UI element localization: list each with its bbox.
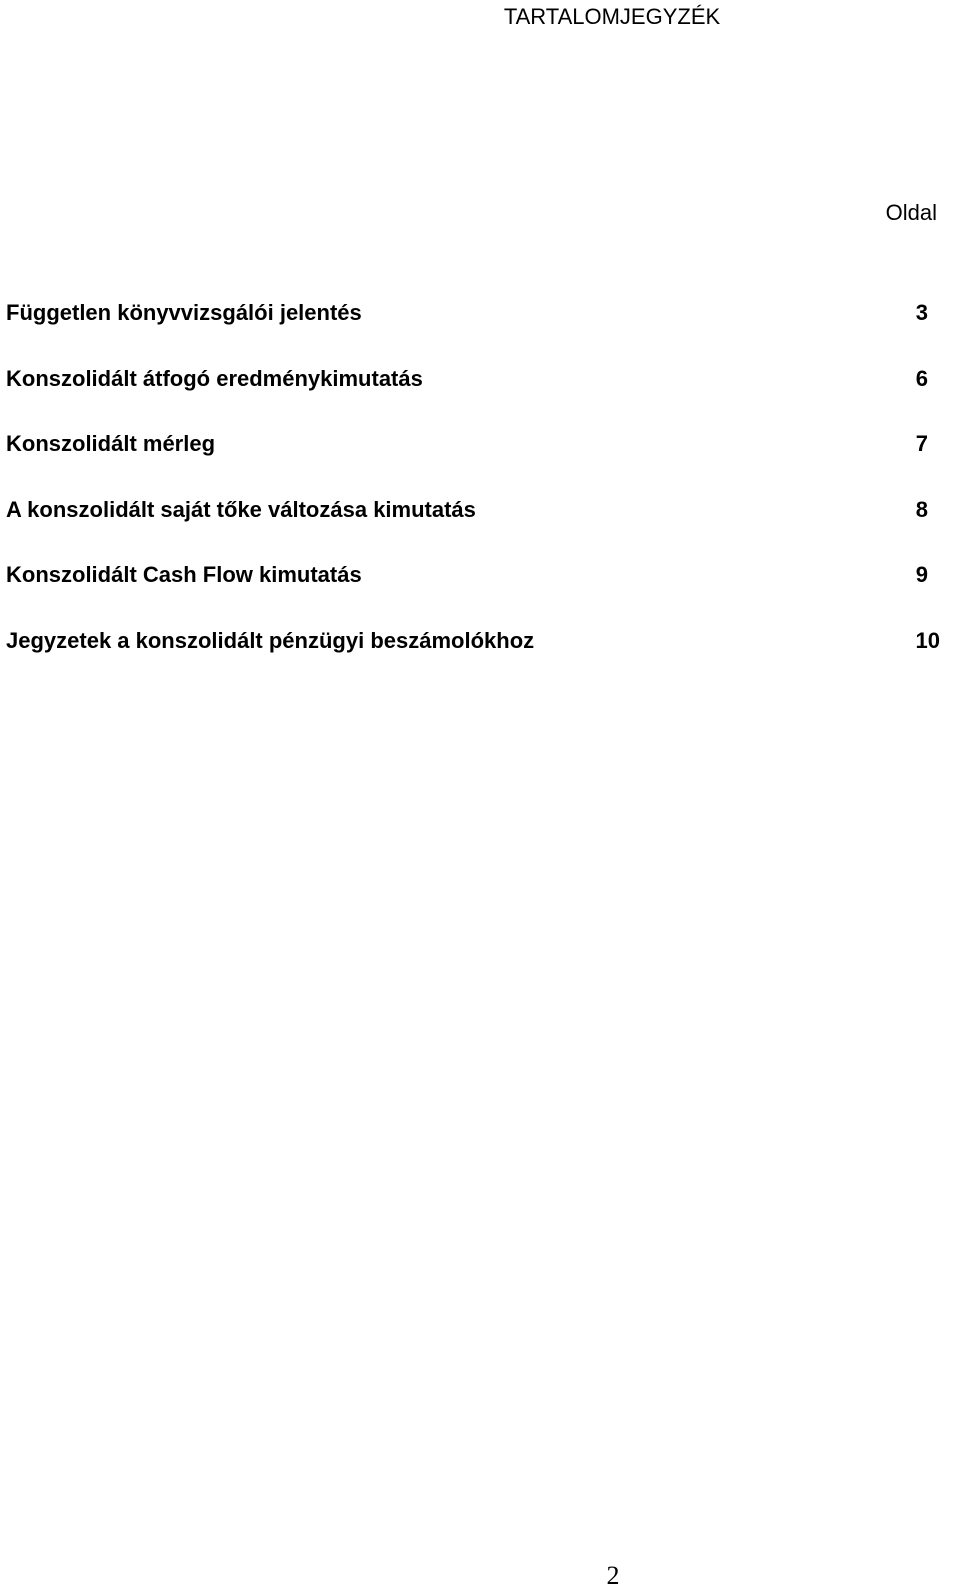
- toc-entry-label: Jegyzetek a konszolidált pénzügyi beszámolókhoz: [6, 627, 535, 653]
- toc-entry-label: Konszolidált átfogó eredménykimutatás: [6, 365, 423, 391]
- toc-entry-label: Konszolidált mérleg: [6, 431, 216, 456]
- toc-entry: [6, 364, 940, 430]
- toc-entry-label: A konszolidált saját tőke változása kimutatás: [6, 496, 476, 522]
- table-of-contents: [6, 298, 940, 691]
- toc-entry-label: Független könyvvizsgálói jelentés: [6, 300, 362, 325]
- toc-entry: [6, 429, 940, 495]
- page-column-header: Oldal: [885, 200, 937, 225]
- toc-entry-page: 9: [915, 562, 928, 587]
- toc-entry-page: 10: [915, 627, 940, 653]
- toc-entry-page: 6: [915, 365, 928, 391]
- toc-entry: [6, 495, 940, 561]
- toc-entry-page: 3: [915, 300, 928, 325]
- toc-entry-page: 7: [915, 431, 928, 456]
- toc-entry: [6, 298, 940, 364]
- toc-entry: [6, 626, 940, 692]
- page-number: 2: [606, 1561, 620, 1590]
- toc-entry: [6, 560, 940, 626]
- toc-entry-label: Konszolidált Cash Flow kimutatás: [6, 562, 362, 587]
- page-title: TARTALOMJEGYZÉK: [503, 4, 721, 29]
- toc-entry-page: 8: [915, 496, 928, 522]
